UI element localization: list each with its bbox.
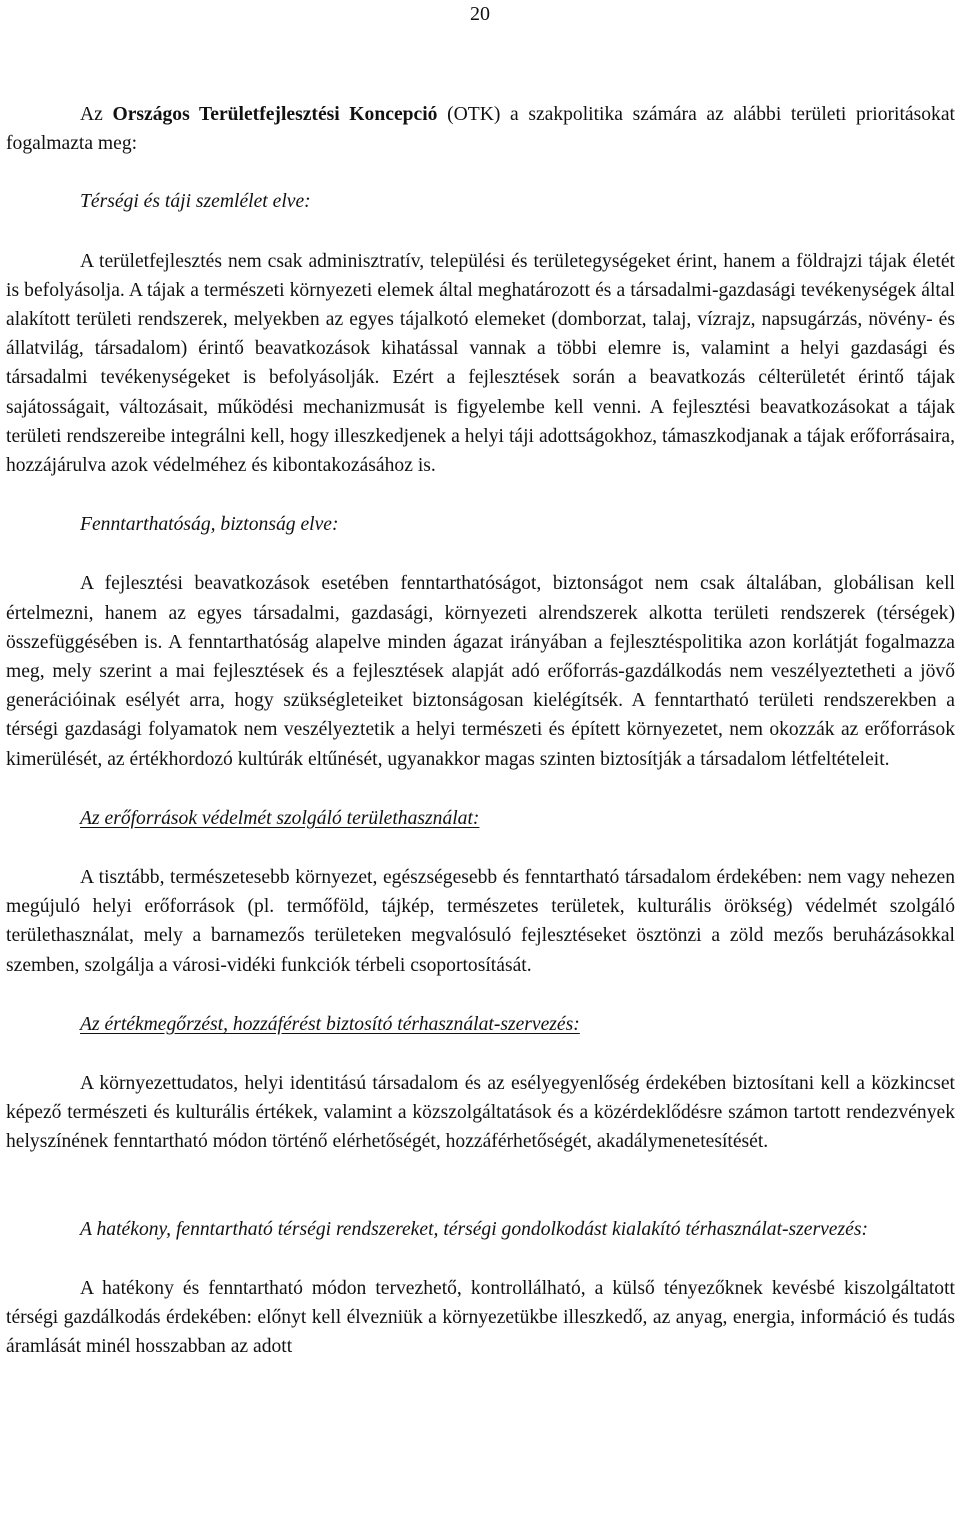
intro-bold-title: Országos Területfejlesztési Koncepció (112, 104, 438, 125)
section-heading-3-text: Az erőforrások védelmét szolgáló területhasználat: (80, 807, 480, 829)
section-paragraph-1: A területfejlesztés nem csak adminisztratív, települési és területegységeket érint, hanem a földrajzi tájak életét is befolyásolja. A tájak a természeti környezeti elemek által meghatározott és a társadalmi-gazdasági tevékenységek által alakított területi rendszerek, melyekben az egyes tájalkotó elemeket (domborzat, talaj, vízrajz, napsugárzás, növény- és állatvilág, társadalom) érintő beavatkozások kihatással vannak a többi elemre is, valamint a helyi gazdasági és társadalmi tevékenységeket is befolyásolják. Ezért a fejlesztések során a beavatkozás célterületét érintő tájak sajátosságait, változásait, működési mechanizmusát is figyelembe kell venni. A fejlesztési beavatkozásokat a tájak területi rendszereibe integrálni kell, hogy illeszkedjenek a helyi táji adottságokhoz, támaszkodjanak a tájak erőforrásaira, hozzájárulva azok védelméhez és kibontakozásához is. (6, 250, 955, 477)
page-number: 20 (470, 3, 490, 25)
section-paragraph-5: A hatékony és fenntartható módon tervezhető, kontrollálható, a külső tényezőknek kevésbé kiszolgáltatott térségi gazdálkodás érdekében: előnyt kell élvezniük a környezetükbe illeszkedő, az anyag, energia, információ és tudás áramlását minél hosszabban az adott (6, 1277, 955, 1358)
section-heading-4-text: Az értékmegőrzést, hozzáférést biztosító térhasználat-szervezés: (80, 1013, 580, 1035)
section-heading-4 (6, 1010, 955, 1039)
intro-after: (OTK) a szakpolitika számára az alábbi területi prioritásokat fogalmazta meg: (6, 104, 955, 155)
section-heading-1: Térségi és táji szemlélet elve: (80, 191, 311, 213)
section-heading-5: A hatékony, fenntartható térségi rendszereket, térségi gondolkodást kialakító térhasználat-szervezés: (80, 1218, 868, 1240)
section-paragraph-2: A fejlesztési beavatkozások esetében fenntarthatóságot, biztonságot nem csak általában, globálisan kell értelmezni, hanem az egyes társadalmi, gazdasági, környezeti alrendszerek alkotta területi rendszerek (térségek) összefüggésében is. A fenntarthatóság alapelve minden ágazat irányában a fejlesztéspolitika azon korlátját fogalmazza meg, mely szerint a mai fejlesztések és a fejlesztések alapját adó erőforrás-gazdálkodás nem veszélyeztetheti a jövő generációinak esélyét arra, hogy szükségleteiket biztonságosan kielégítsék. A fenntartható területi rendszerekben a térségi gazdasági folyamatok nem veszélyeztetik a helyi természeti és épített környezetet, nem okozzák az erőforrások kimerülését, az értékhordozó kultúrák eltűnését, ugyanakkor magas szinten biztosítják a társadalom létfeltételeit. (6, 573, 955, 770)
section-heading-2: Fenntarthatóság, biztonság elve: (80, 514, 339, 536)
intro-before: Az (80, 104, 113, 125)
intro-paragraph (6, 100, 955, 158)
section-paragraph-4: A környezettudatos, helyi identitású társadalom és az esélyegyenlőség érdekében biztosítani kell a közkincset képező természeti és kulturális értékek, valamint a közszolgáltatások és a közérdeklődésre számon tartott rendezvények helyszínének fenntartható módon történő elérhetőségét, hozzáférhetőségét, akadálymenetesítését. (6, 1073, 955, 1153)
section-paragraph-3: A tisztább, természetesebb környezet, egészségesebb és fenntartható társadalom érdekében: nem vagy nehezen megújuló helyi erőforrások (pl. termőföld, tájkép, természetes területek, kulturális örökség) védelmét szolgáló területhasználat, mely a barnamezős területeken megvalósuló fejlesztéseket ösztönzi a zöld mezős beruházásokkal szemben, szolgálja a városi-vidéki funkciók térbeli csoportosítását. (6, 867, 955, 976)
document-body (6, 100, 955, 1362)
section-heading-3 (6, 804, 955, 833)
